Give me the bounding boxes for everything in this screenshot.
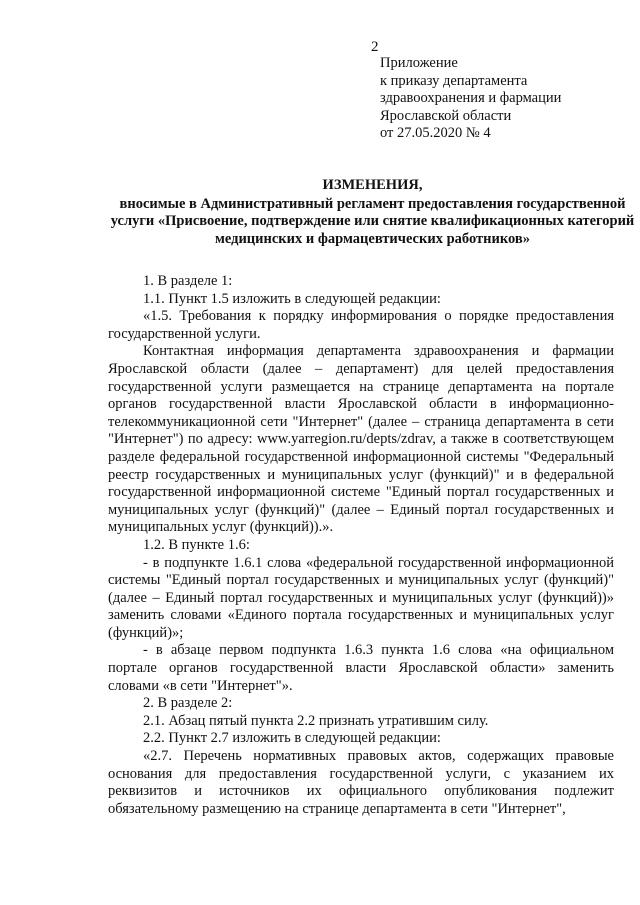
paragraph: 1. В разделе 1: bbox=[143, 273, 233, 289]
paragraph: 1.2. В пункте 1.6: bbox=[143, 536, 250, 553]
paragraph: Контактная информация департамента здравоохранения и фармации Ярославской области (далее – департамент) для целей предоставления государственной услуги размещается на странице департамента на портале органов государственной власти Ярославской области в информационно-телекоммуникационной сети "Интернет" (далее – страница департамента в сети "Интернет") по адресу: www.yarregion.ru/depts/zdrav, а также в соответствующем разделе федеральной государственной информационной системы "Федеральный реестр государственных и муниципальных услуг (функций)" и в федеральной государственной информационной системе "Единый портал государственных и муниципальных услуг (функций)" (далее – Единый портал государственных и муниципальных услуг (функций)).». bbox=[108, 343, 614, 536]
paragraph: 2.2. Пункт 2.7 изложить в следующей редакции: bbox=[143, 730, 441, 747]
document-body bbox=[108, 273, 614, 818]
appendix-block bbox=[380, 55, 620, 143]
paragraph: - в подпункте 1.6.1 слова «федеральной государственной информационной системы "Единый портал государственных и муниципальных услуг (функций)" (далее – Единый портал государственных и муниципальных услуг (функций))» заменить словами «Единого портала государственных и муниципальных услуг (функций)»; bbox=[108, 554, 614, 641]
appendix-line: здравоохранения и фармации bbox=[380, 90, 562, 107]
appendix-line: Приложение bbox=[380, 55, 458, 71]
paragraph: - в абзаце первом подпункта 1.6.3 пункта 1.6 слова «на официальном портале органов государственной власти Ярославской области» заменить словами «в сети "Интернет"». bbox=[108, 642, 614, 694]
document-subtitle: вносимые в Административный регламент предоставления государственной услуги «Присвоение, подтверждение или снятие квалификационных категорий медицинских и фармацевтических работников» bbox=[110, 195, 635, 247]
paragraph: 1.1. Пункт 1.5 изложить в следующей редакции: bbox=[143, 290, 441, 307]
page-number: 2 bbox=[371, 39, 379, 55]
document-title: ИЗМЕНЕНИЯ, bbox=[322, 177, 423, 193]
paragraph: 2. В разделе 2: bbox=[143, 695, 233, 712]
appendix-line: Ярославской области bbox=[380, 107, 512, 124]
paragraph: «2.7. Перечень нормативных правовых актов, содержащих правовые основания для предоставления государственной услуги, с указанием их реквизитов и источников их официального опубликования подлежит обязательному размещению на странице департамента в сети "Интернет", bbox=[108, 748, 614, 817]
document-title-block bbox=[100, 177, 640, 248]
appendix-line: от 27.05.2020 № 4 bbox=[380, 125, 491, 142]
paragraph: «1.5. Требования к порядку информирования о порядке предоставления государственной услуги. bbox=[108, 308, 614, 342]
appendix-line: к приказу департамента bbox=[380, 72, 528, 89]
paragraph: 2.1. Абзац пятый пункта 2.2 признать утратившим силу. bbox=[143, 712, 489, 729]
